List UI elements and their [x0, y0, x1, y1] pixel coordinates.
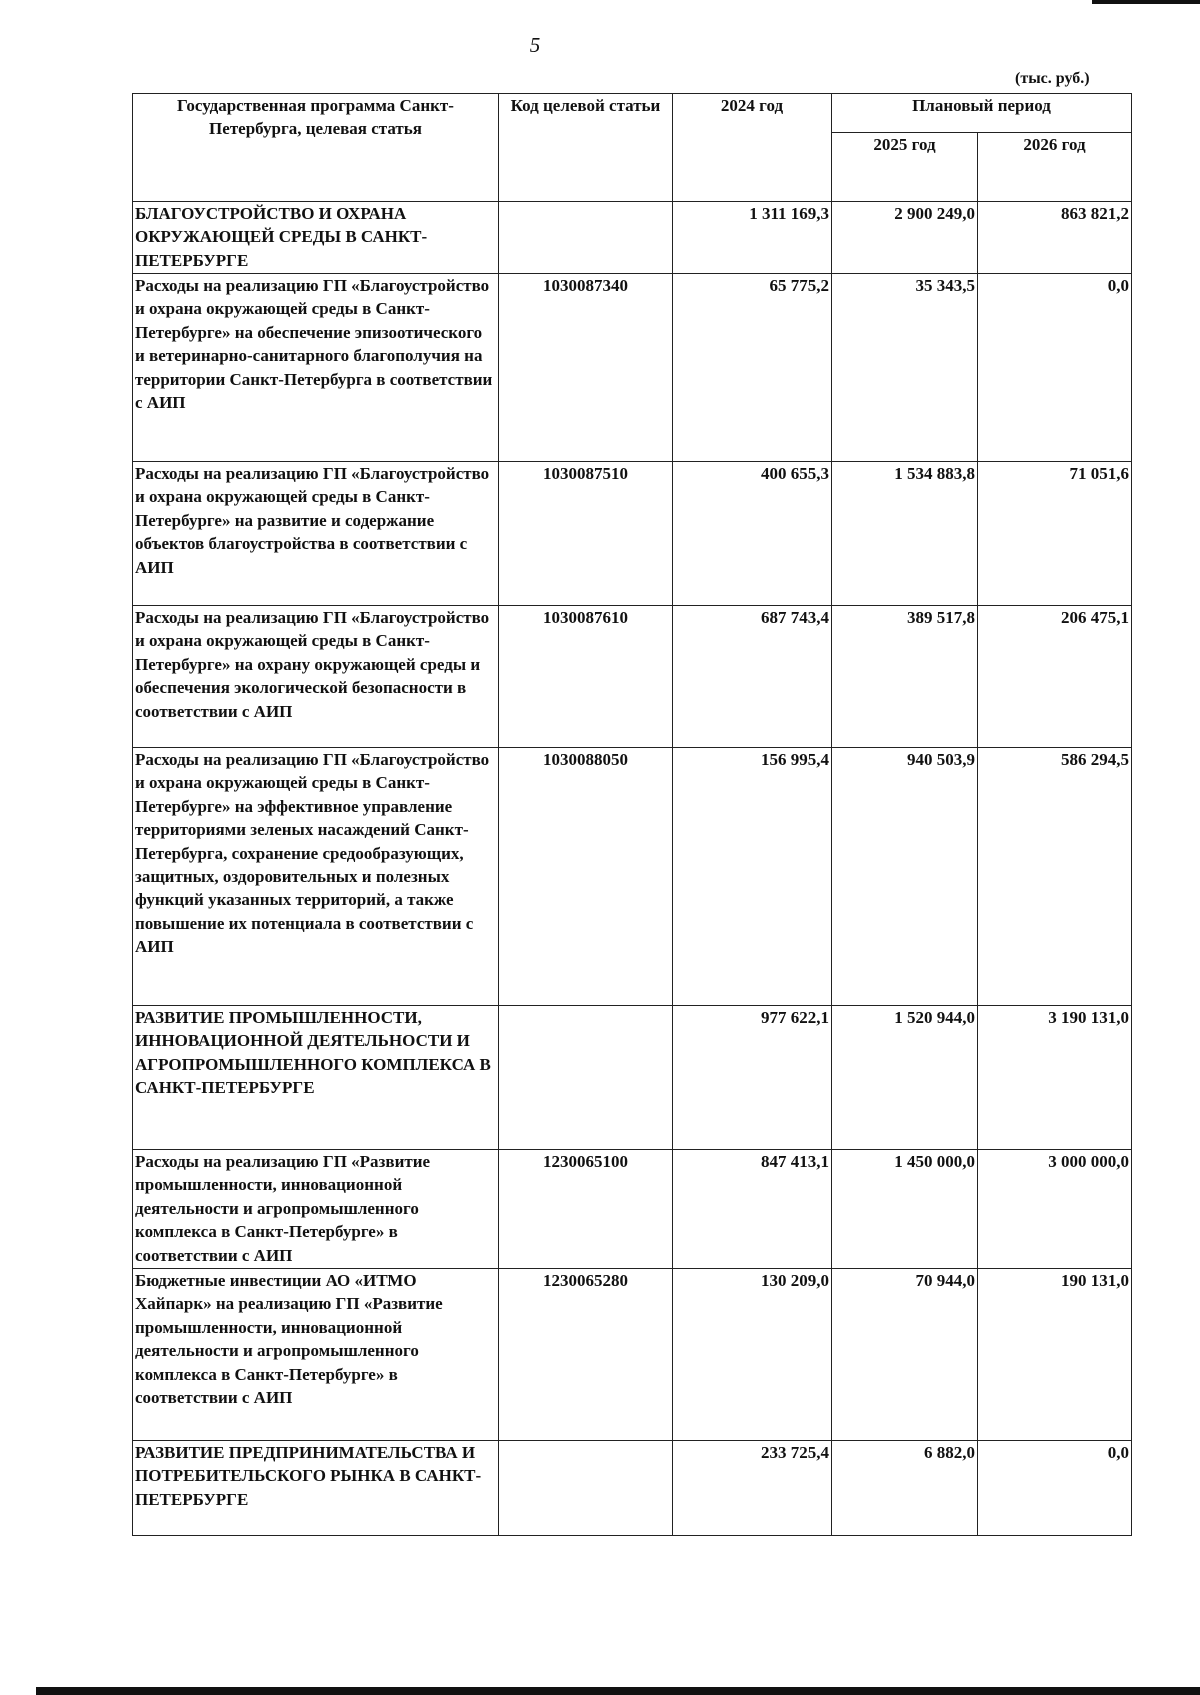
table-row: [133, 1441, 1132, 1536]
row-name-cell: Расходы на реализацию ГП «Благоустройство и охрана окружающей среды в Санкт-Петербурге» на эффективное управление территориями зеленых насаждений Санкт-Петербурга, сохранение средообразующих, защитных, оздоровительных и полезных функций указанных территорий, а также повышение их потенциала в соответствии с АИП: [133, 748, 499, 1006]
header-2024: 2024 год: [673, 94, 832, 202]
row-2024-cell: 233 725,4: [673, 1441, 832, 1536]
row-code-cell: [499, 1006, 673, 1150]
row-2024-cell: 687 743,4: [673, 606, 832, 748]
table-row: [133, 462, 1132, 606]
table-header-row: [133, 94, 1132, 133]
row-name-cell: Бюджетные инвестиции АО «ИТМО Хайпарк» на реализацию ГП «Развитие промышленности, инновационной деятельности и агропромышленного комплекса в Санкт-Петербурге» в соответствии с АИП: [133, 1269, 499, 1441]
row-2025-cell: 70 944,0: [832, 1269, 978, 1441]
row-2024-cell: 977 622,1: [673, 1006, 832, 1150]
table-row: [133, 202, 1132, 274]
row-code-cell: 1230065100: [499, 1150, 673, 1269]
row-code-cell: [499, 1441, 673, 1536]
row-name-cell: Расходы на реализацию ГП «Развитие промышленности, инновационной деятельности и агропромышленного комплекса в Санкт-Петербурге» в соответствии с АИП: [133, 1150, 499, 1269]
top-border-line: [1092, 0, 1200, 4]
row-2025-cell: 940 503,9: [832, 748, 978, 1006]
row-2026-cell: 863 821,2: [978, 202, 1132, 274]
page-number: 5: [529, 33, 541, 57]
header-2026: 2026 год: [978, 133, 1132, 202]
table-row: [133, 274, 1132, 462]
row-2025-cell: 1 520 944,0: [832, 1006, 978, 1150]
row-2026-cell: 206 475,1: [978, 606, 1132, 748]
row-2024-cell: 130 209,0: [673, 1269, 832, 1441]
budget-table: [132, 93, 1132, 1536]
row-2024-cell: 156 995,4: [673, 748, 832, 1006]
row-2026-cell: 3 190 131,0: [978, 1006, 1132, 1150]
row-code-cell: [499, 202, 673, 274]
row-2024-cell: 847 413,1: [673, 1150, 832, 1269]
row-2024-cell: 1 311 169,3: [673, 202, 832, 274]
row-code-cell: 1030087340: [499, 274, 673, 462]
row-2025-cell: 389 517,8: [832, 606, 978, 748]
units-label: (тыс. руб.): [1015, 70, 1090, 87]
row-2026-cell: 0,0: [978, 274, 1132, 462]
row-name-cell: РАЗВИТИЕ ПРОМЫШЛЕННОСТИ, ИННОВАЦИОННОЙ ДЕЯТЕЛЬНОСТИ И АГРОПРОМЫШЛЕННОГО КОМПЛЕКСА В САНКТ-ПЕТЕРБУРГЕ: [133, 1006, 499, 1150]
header-planned-period: Плановый период: [832, 94, 1132, 133]
table-row: [133, 606, 1132, 748]
header-2025: 2025 год: [832, 133, 978, 202]
header-program: Государственная программа Санкт-Петербурга, целевая статья: [133, 94, 499, 202]
row-name-cell: БЛАГОУСТРОЙСТВО И ОХРАНА ОКРУЖАЮЩЕЙ СРЕДЫ В САНКТ-ПЕТЕРБУРГЕ: [133, 202, 499, 274]
row-2026-cell: 71 051,6: [978, 462, 1132, 606]
row-2025-cell: 1 450 000,0: [832, 1150, 978, 1269]
row-name-cell: РАЗВИТИЕ ПРЕДПРИНИМАТЕЛЬСТВА И ПОТРЕБИТЕЛЬСКОГО РЫНКА В САНКТ-ПЕТЕРБУРГЕ: [133, 1441, 499, 1536]
row-code-cell: 1230065280: [499, 1269, 673, 1441]
row-2024-cell: 65 775,2: [673, 274, 832, 462]
row-name-cell: Расходы на реализацию ГП «Благоустройство и охрана окружающей среды в Санкт-Петербурге» на обеспечение эпизоотического и ветеринарно-санитарного благополучия на территории Санкт-Петербурга в соответствии с АИП: [133, 274, 499, 462]
row-name-cell: Расходы на реализацию ГП «Благоустройство и охрана окружающей среды в Санкт-Петербурге» на развитие и содержание объектов благоустройства в соответствии с АИП: [133, 462, 499, 606]
row-2026-cell: 3 000 000,0: [978, 1150, 1132, 1269]
table-row: [133, 1150, 1132, 1269]
table-row: [133, 1006, 1132, 1150]
row-2025-cell: 2 900 249,0: [832, 202, 978, 274]
table-row: [133, 748, 1132, 1006]
row-2025-cell: 35 343,5: [832, 274, 978, 462]
row-2026-cell: 0,0: [978, 1441, 1132, 1536]
row-2026-cell: 586 294,5: [978, 748, 1132, 1006]
row-2025-cell: 6 882,0: [832, 1441, 978, 1536]
row-name-cell: Расходы на реализацию ГП «Благоустройство и охрана окружающей среды в Санкт-Петербурге» на охрану окружающей среды и обеспечения экологической безопасности в соответствии с АИП: [133, 606, 499, 748]
row-code-cell: 1030088050: [499, 748, 673, 1006]
row-code-cell: 1030087510: [499, 462, 673, 606]
row-2024-cell: 400 655,3: [673, 462, 832, 606]
table-row: [133, 1269, 1132, 1441]
bottom-border-line: [36, 1687, 1200, 1695]
header-code: Код целевой статьи: [499, 94, 673, 202]
row-2025-cell: 1 534 883,8: [832, 462, 978, 606]
row-2026-cell: 190 131,0: [978, 1269, 1132, 1441]
row-code-cell: 1030087610: [499, 606, 673, 748]
